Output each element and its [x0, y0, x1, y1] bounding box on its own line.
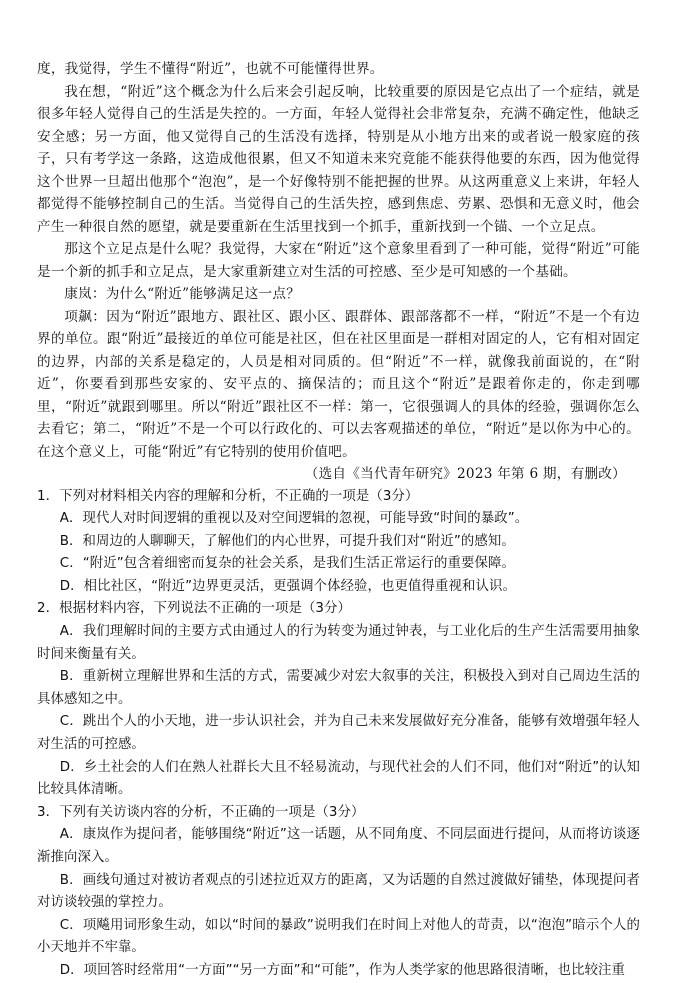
option-b: B．重新树立理解世界和生活的方式，需要减少对宏大叙事的关注，积极投入到对自己周边生活的具体感知之中。: [37, 669, 640, 707]
option-c: C．跳出个人的小天地，进一步认识社会，并为自己未来发展做好充分准备，能够有效增强年轻人对生活的可控感。: [37, 714, 640, 753]
passage-paragraph: 项飙：因为“附近”跟地方、跟社区、跟小区、跟群体、跟部落都不一样，“附近”不是一个有边界的单位。跟“附近”最接近的单位可能是社区，但在社区里面是一群相对固定的人，它有相对固定的边界，内部的关系是稳定的，人员是相对同质的。但“附近”不一样，就像我前面说的，在“附近”，你要看到那些安家的、安平点的、摘保洁的；而且这个“附近”是跟着你走的，你走到哪里，“附近”就跟到哪里。所以“附近”跟社区不一样：第一，它很强调人的具体的经验，强调你怎么去看它；第二，“附近”不是一个可以行政化的、可以去客观描述的单位，“附近”是以你为中心的。在这个意义上，可能“附近”有它特别的使用价值吧。: [37, 308, 640, 460]
option-d: D．相比社区，“附近”边界更灵活，更强调个体经验，也更值得重视和认识。: [59, 578, 516, 594]
option-a: A．我们理解时间的主要方式由通过人的行为转变为通过钟表，与工业化后的生产生活需要用抽象时间来衡量有关。: [37, 624, 640, 662]
question-3: [37, 802, 640, 983]
option-a: A．现代人对时间逻辑的重视以及对空间逻辑的忽视，可能导致“时间的暴政”。: [59, 511, 529, 527]
passage-source: （选自《当代青年研究》2023 年第 6 期，有删改）: [304, 466, 626, 482]
question-2: [37, 598, 640, 801]
question-stem: 1．下列对材料相关内容的理解和分析，不正确的一项是（3分）: [37, 488, 419, 504]
passage-paragraph: 我在想，“附近”这个概念为什么后来会引起反响，比较重要的原因是它点出了一个症结，就是很多年轻人觉得自己的生活是失控的。一方面，年轻人觉得社会非常复杂，充满不确定性，他缺乏安全感；另一方面，他又觉得自己的生活没有选择，特别是从小地方出来的或者说一般家庭的孩子，只有考学这一条路，这造成他很累，但又不知道未来究竟能不能获得他要的东西，因为他觉得这个世界一旦超出他那个“泡泡”，是一个好像特别不能把握的世界。从这两重意义上来讲，年轻人都觉得不能够控制自己的生活。当觉得自己的生活失控，感到焦虑、劳累、恐惧和无意义时，他会产生一种很自然的愿望，就是要重新在生活里找到一个抓手，重新找到一个锚、一个立足点。: [37, 83, 640, 235]
reading-passage: [37, 58, 640, 486]
option-c: C．项飚用词形象生动，如以“时间的暴政”说明我们在时间上对他人的苛责，以“泡泡”暗示个人的小天地并不牢靠。: [37, 917, 640, 956]
passage-paragraph: 那这个立足点是什么呢？我觉得，大家在“附近”这个意象里看到了一种可能，觉得“附近”可能是一个新的抓手和立足点，是大家重新建立对生活的可控感、至少是可知感的一个基础。: [37, 241, 640, 280]
option-b: B．和周边的人聊聊天，了解他们的内心世界，可提升我们对“附近”的感知。: [59, 533, 515, 549]
option-a: A．康岚作为提问者，能够围绕“附近”这一话题，从不同角度、不同层面进行提问，从而将访谈逐渐推向深入。: [37, 827, 640, 865]
option-b: B．画线句通过对被访者观点的引述拉近双方的距离，又为话题的自然过渡做好铺垫，体现提问者对访谈较强的掌控力。: [37, 872, 640, 911]
question-1: [37, 486, 640, 599]
passage-paragraph: 康岚：为什么“附近”能够满足这一点？: [64, 286, 301, 302]
option-d: D．乡土社会的人们在熟人社群长大且不轻易流动，与现代社会的人们不同，他们对“附近”的认知比较具体清晰。: [37, 759, 640, 798]
passage-paragraph: 度，我觉得，学生不懂得“附近”，也就不可能懂得世界。: [37, 61, 384, 77]
question-stem: 3．下列有关访谈内容的分析，不正确的一项是（3分）: [37, 804, 365, 820]
question-list: [37, 486, 640, 983]
question-stem: 2．根据材料内容，下列说法不正确的一项是（3分）: [37, 601, 352, 617]
option-d: D．项回答时经常用“一方面”“另一方面”和“可能”，作为人类学家的他思路很清晰，也比较注重: [59, 962, 626, 978]
option-c: C．“附近”包含着细密而复杂的社会关系，是我们生活正常运行的重要保障。: [59, 556, 515, 572]
